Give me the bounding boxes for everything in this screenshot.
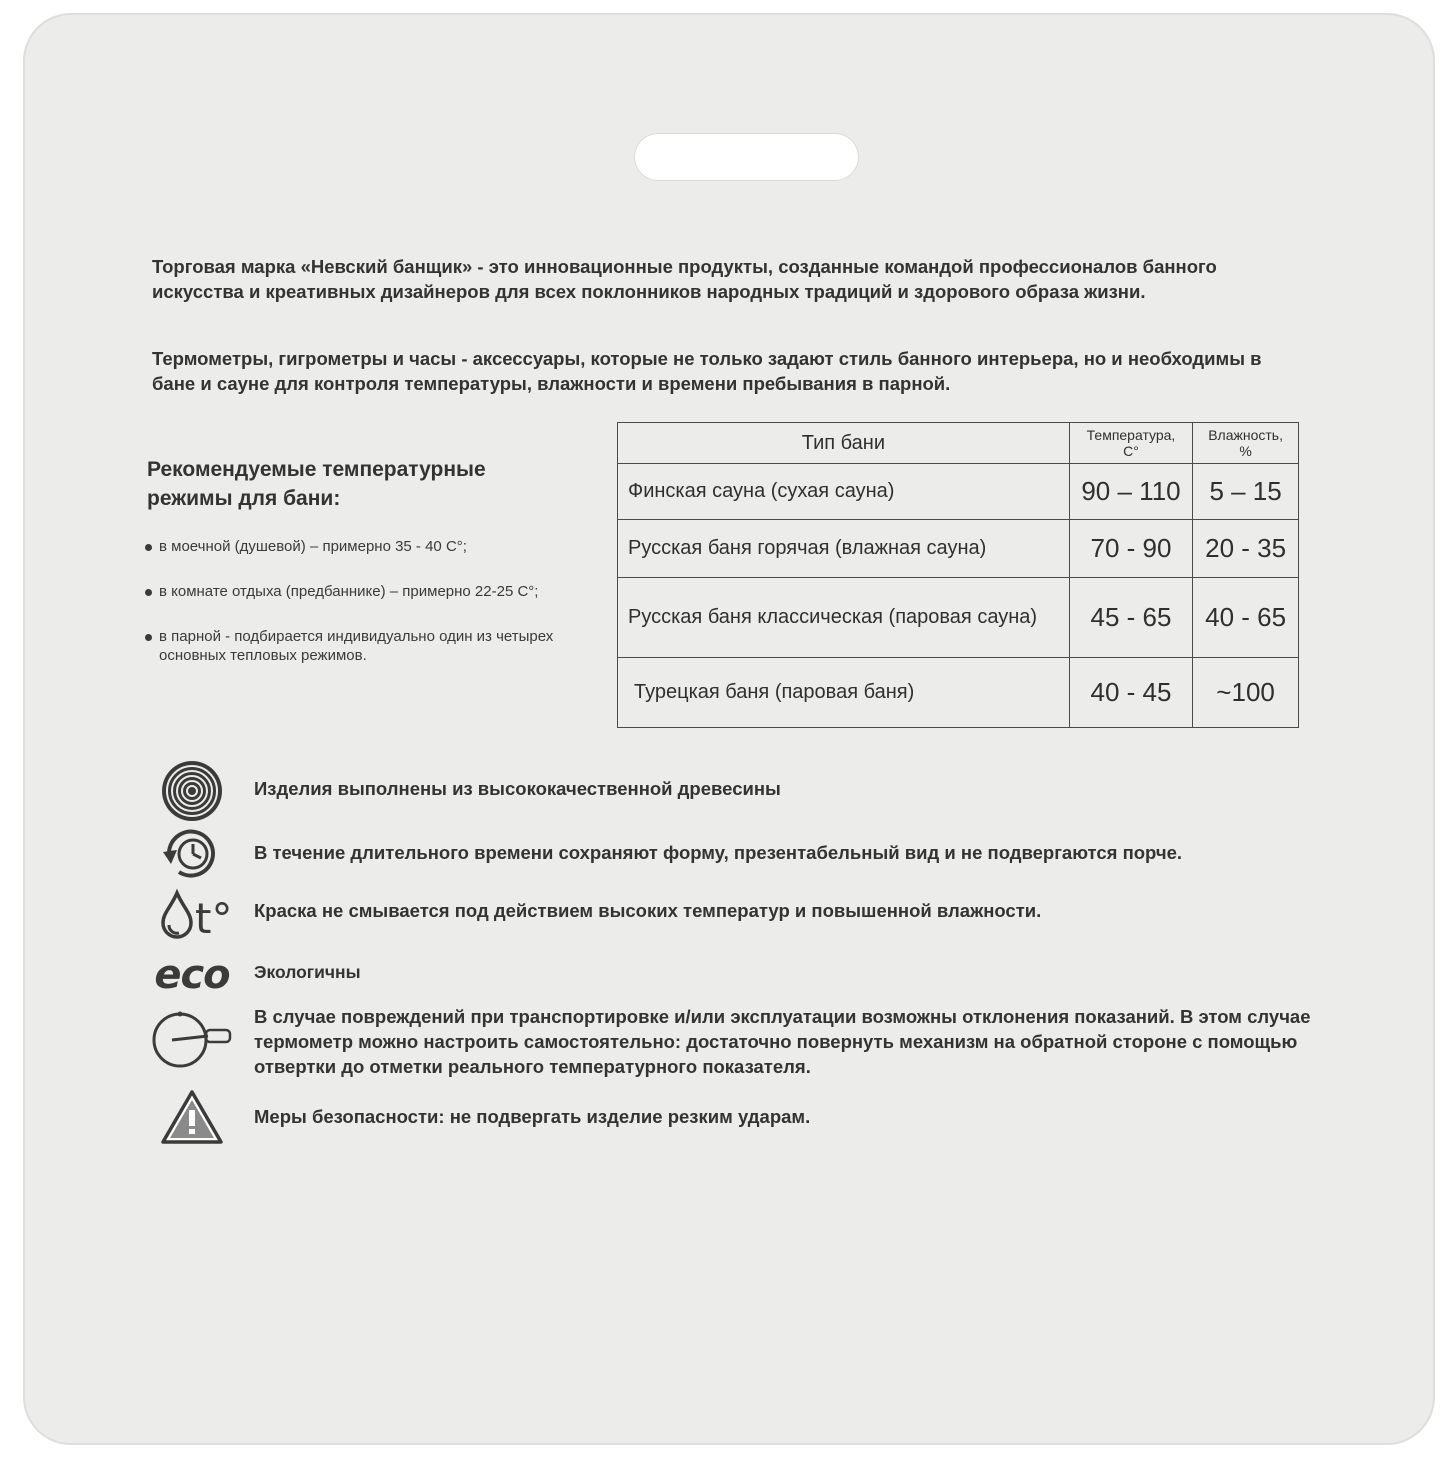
cell-temperature: 70 - 90 [1069,520,1192,578]
feature-wood [150,758,1320,824]
header-humidity: Влажность, % [1193,423,1299,464]
feature-eco [150,942,1320,1008]
cell-humidity: 5 – 15 [1193,464,1299,520]
cell-temperature: 40 - 45 [1069,658,1192,728]
package-card [23,13,1435,1445]
hanger-slot [634,133,859,181]
bullet-icon [145,634,152,641]
temperature-glyph: t° [195,894,233,943]
feature-text: Краска не смывается под действием высоких температур и повышенной влажности. [254,900,1042,921]
table-row [618,464,1299,520]
list-item-text: в моечной (душевой) – примерно 35 - 40 С°; [159,538,467,555]
feature-paint [150,880,1320,946]
table-row [618,578,1299,658]
cell-humidity: ~100 [1193,658,1299,728]
table-header-row [618,423,1299,464]
list-item [145,627,615,665]
feature-text: В течение длительного времени сохраняют форму, презентабельный вид и не подвергаются порче. [254,842,1183,863]
cell-humidity: 20 - 35 [1193,520,1299,578]
feature-safety [150,1084,1320,1150]
feature-text: В случае повреждений при транспортировке и/или эксплуатации возможны отклонения показаний. В этом случае термометр можно настроить самостоятельно: достаточно повернуть механизм на обратной стороне с помощью отвертки до отметки реального температурного показателя. [254,1006,1311,1077]
cell-type: Финская сауна (сухая сауна) [618,464,1070,520]
recommendations-title: Рекомендуемые температурные режимы для бани: [147,458,486,510]
table-row [618,520,1299,578]
feature-text: Изделия выполнены из высококачественной древесины [254,778,781,799]
bullet-icon [145,589,152,596]
cell-type: Турецкая баня (паровая баня) [618,658,1070,728]
bullet-icon [145,544,152,551]
header-type: Тип бани [618,423,1070,464]
list-item [145,582,615,601]
bath-modes-table [617,422,1299,728]
eco-logo: eco [154,952,230,998]
cell-type: Русская баня классическая (паровая сауна) [618,578,1070,658]
table-row [618,658,1299,728]
list-item [145,537,615,556]
header-temperature: Температура, С° [1069,423,1192,464]
cell-type: Русская баня горячая (влажная сауна) [618,520,1070,578]
cell-temperature: 45 - 65 [1069,578,1192,658]
cell-humidity: 40 - 65 [1193,578,1299,658]
clock-cycle-icon [150,822,234,888]
drop-temperature-icon [150,880,234,946]
eco-icon [150,942,234,1008]
recommendations-list [145,537,615,691]
intro-paragraph-accessories: Термометры, гигрометры и часы - аксессуары, которые не только задают стиль банного интерьера, но и необходимы в бане и сауне для контроля температуры, влажности и времени пребывания в парной. [152,348,1262,394]
list-item-text: в комнате отдыха (предбаннике) – примерно 22-25 С°; [159,583,539,600]
feature-calibration [150,1004,1320,1079]
feature-text: Меры безопасности: не подвергать изделие резким ударам. [254,1106,811,1127]
intro-paragraph: Торговая марка «Невский банщик» - это инновационные продукты, созданные командой профессионалов банного искусства и креативных дизайнеров для всех поклонников народных традиций и здорового образа жизни. [152,256,1217,302]
list-item-text: в парной - подбирается индивидуально один из четырех основных тепловых режимов. [159,628,554,664]
warning-icon [150,1084,234,1150]
cell-temperature: 90 – 110 [1069,464,1192,520]
feature-durability [150,822,1320,888]
feature-text: Экологичны [254,962,361,982]
wood-cut-icon [150,758,234,824]
calibration-screwdriver-icon [150,1004,234,1070]
